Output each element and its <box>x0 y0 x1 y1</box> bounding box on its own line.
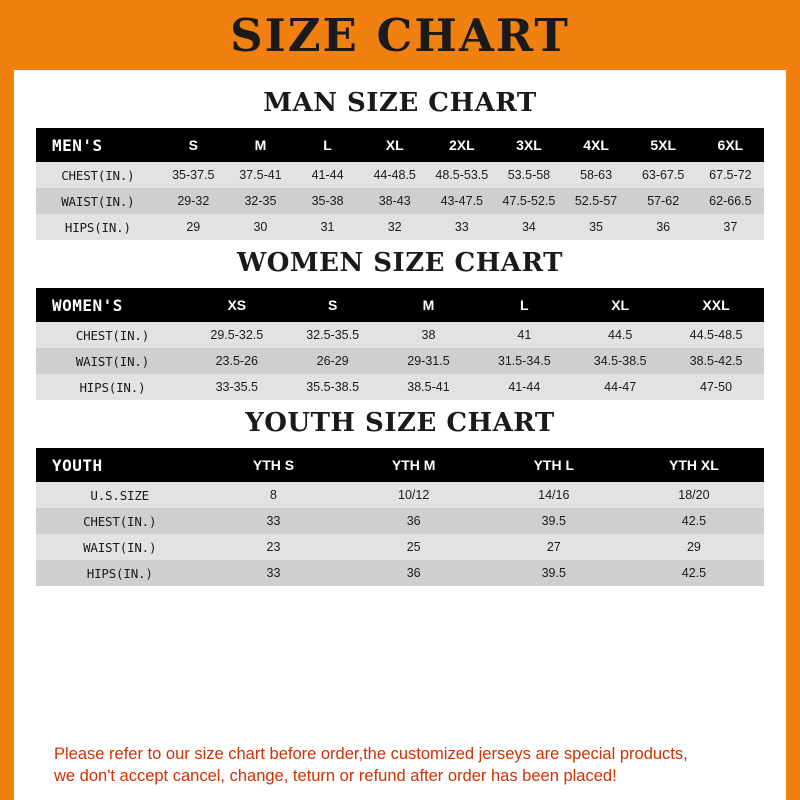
table-cell: 38-43 <box>361 188 428 214</box>
footer-note-line1: Please refer to our size chart before order,the customized jerseys are special products, <box>54 745 688 764</box>
table-cell: 38.5-42.5 <box>668 348 764 374</box>
row-label: CHEST(IN.) <box>36 508 203 534</box>
column-header: YTH S <box>203 448 343 482</box>
column-header: XS <box>189 288 285 322</box>
column-header: MEN'S <box>36 128 160 162</box>
table-cell: 23 <box>203 534 343 560</box>
table-cell: 41-44 <box>476 374 572 400</box>
table-cell: 27 <box>484 534 624 560</box>
table-cell: 44.5 <box>572 322 668 348</box>
table-cell: 14/16 <box>484 482 624 508</box>
women-section <box>36 242 764 400</box>
table-cell: 43-47.5 <box>428 188 495 214</box>
table-cell: 32.5-35.5 <box>285 322 381 348</box>
table-cell: 36 <box>630 214 697 240</box>
column-header: L <box>294 128 361 162</box>
table-cell: 63-67.5 <box>630 162 697 188</box>
column-header: YOUTH <box>36 448 203 482</box>
table-cell: 37.5-41 <box>227 162 294 188</box>
table-cell: 42.5 <box>624 508 764 534</box>
table-cell: 57-62 <box>630 188 697 214</box>
table-cell: 62-66.5 <box>697 188 764 214</box>
women-table-header <box>36 288 764 322</box>
table-row <box>36 214 764 240</box>
table-cell: 18/20 <box>624 482 764 508</box>
table-row <box>36 534 764 560</box>
table-cell: 34.5-38.5 <box>572 348 668 374</box>
column-header: S <box>160 128 227 162</box>
table-cell: 58-63 <box>563 162 630 188</box>
row-label: WAIST(IN.) <box>36 348 189 374</box>
men-section <box>36 82 764 240</box>
table-cell: 39.5 <box>484 560 624 586</box>
table-cell: 36 <box>344 508 484 534</box>
row-label: WAIST(IN.) <box>36 188 160 214</box>
table-row <box>36 322 764 348</box>
table-cell: 29-32 <box>160 188 227 214</box>
table-cell: 31.5-34.5 <box>476 348 572 374</box>
table-cell: 38.5-41 <box>381 374 477 400</box>
table-cell: 10/12 <box>344 482 484 508</box>
row-label: U.S.SIZE <box>36 482 203 508</box>
table-cell: 23.5-26 <box>189 348 285 374</box>
table-cell: 36 <box>344 560 484 586</box>
table-cell: 33-35.5 <box>189 374 285 400</box>
column-header: YTH M <box>344 448 484 482</box>
banner <box>14 0 786 70</box>
column-header: M <box>227 128 294 162</box>
column-header: L <box>476 288 572 322</box>
table-cell: 35.5-38.5 <box>285 374 381 400</box>
table-cell: 44.5-48.5 <box>668 322 764 348</box>
column-header: YTH L <box>484 448 624 482</box>
table-cell: 53.5-58 <box>495 162 562 188</box>
table-cell: 52.5-57 <box>563 188 630 214</box>
column-header: M <box>381 288 477 322</box>
table-cell: 30 <box>227 214 294 240</box>
column-header: YTH XL <box>624 448 764 482</box>
mens-table-header <box>36 128 764 162</box>
women-table-body <box>36 322 764 400</box>
table-cell: 41-44 <box>294 162 361 188</box>
table-cell: 8 <box>203 482 343 508</box>
table-cell: 47-50 <box>668 374 764 400</box>
table-cell: 38 <box>381 322 477 348</box>
column-header: 5XL <box>630 128 697 162</box>
men-section-title: MAN SIZE CHART <box>263 88 537 118</box>
table-cell: 29 <box>160 214 227 240</box>
table-cell: 29.5-32.5 <box>189 322 285 348</box>
table-row <box>36 348 764 374</box>
table-cell: 35-37.5 <box>160 162 227 188</box>
youth-section-title: YOUTH SIZE CHART <box>245 408 555 438</box>
table-cell: 33 <box>203 560 343 586</box>
table-cell: 35 <box>563 214 630 240</box>
page-title: SIZE CHART <box>230 8 570 62</box>
table-row <box>36 162 764 188</box>
table-header-row <box>36 288 764 322</box>
mens-table-body <box>36 162 764 240</box>
table-cell: 47.5-52.5 <box>495 188 562 214</box>
table-cell: 29-31.5 <box>381 348 477 374</box>
row-label: HIPS(IN.) <box>36 214 160 240</box>
table-cell: 67.5-72 <box>697 162 764 188</box>
column-header: 3XL <box>495 128 562 162</box>
footer-note <box>36 738 764 800</box>
youth-size-table <box>36 448 764 586</box>
footer-note-line2: we don't accept cancel, change, teturn or refund after order has been placed! <box>54 767 617 786</box>
table-header-row <box>36 128 764 162</box>
row-label: CHEST(IN.) <box>36 322 189 348</box>
column-header: 2XL <box>428 128 495 162</box>
table-cell: 25 <box>344 534 484 560</box>
row-label: WAIST(IN.) <box>36 534 203 560</box>
mens-size-table <box>36 128 764 240</box>
table-cell: 33 <box>203 508 343 534</box>
table-cell: 48.5-53.5 <box>428 162 495 188</box>
table-cell: 35-38 <box>294 188 361 214</box>
content-area <box>14 70 786 800</box>
table-header-row <box>36 448 764 482</box>
column-header: S <box>285 288 381 322</box>
column-header: 4XL <box>563 128 630 162</box>
table-row <box>36 188 764 214</box>
youth-table-body <box>36 482 764 586</box>
table-cell: 39.5 <box>484 508 624 534</box>
table-cell: 42.5 <box>624 560 764 586</box>
row-label: CHEST(IN.) <box>36 162 160 188</box>
table-cell: 32 <box>361 214 428 240</box>
table-row <box>36 482 764 508</box>
youth-section <box>36 402 764 586</box>
table-cell: 34 <box>495 214 562 240</box>
table-cell: 31 <box>294 214 361 240</box>
column-header: XL <box>572 288 668 322</box>
table-cell: 32-35 <box>227 188 294 214</box>
table-cell: 44-48.5 <box>361 162 428 188</box>
table-cell: 37 <box>697 214 764 240</box>
table-row <box>36 508 764 534</box>
table-cell: 44-47 <box>572 374 668 400</box>
column-header: 6XL <box>697 128 764 162</box>
table-cell: 41 <box>476 322 572 348</box>
women-size-table <box>36 288 764 400</box>
column-header: WOMEN'S <box>36 288 189 322</box>
row-label: HIPS(IN.) <box>36 374 189 400</box>
row-label: HIPS(IN.) <box>36 560 203 586</box>
column-header: XL <box>361 128 428 162</box>
table-cell: 33 <box>428 214 495 240</box>
table-row <box>36 374 764 400</box>
table-cell: 29 <box>624 534 764 560</box>
column-header: XXL <box>668 288 764 322</box>
table-cell: 26-29 <box>285 348 381 374</box>
youth-table-header <box>36 448 764 482</box>
table-row <box>36 560 764 586</box>
women-section-title: WOMEN SIZE CHART <box>237 248 563 278</box>
